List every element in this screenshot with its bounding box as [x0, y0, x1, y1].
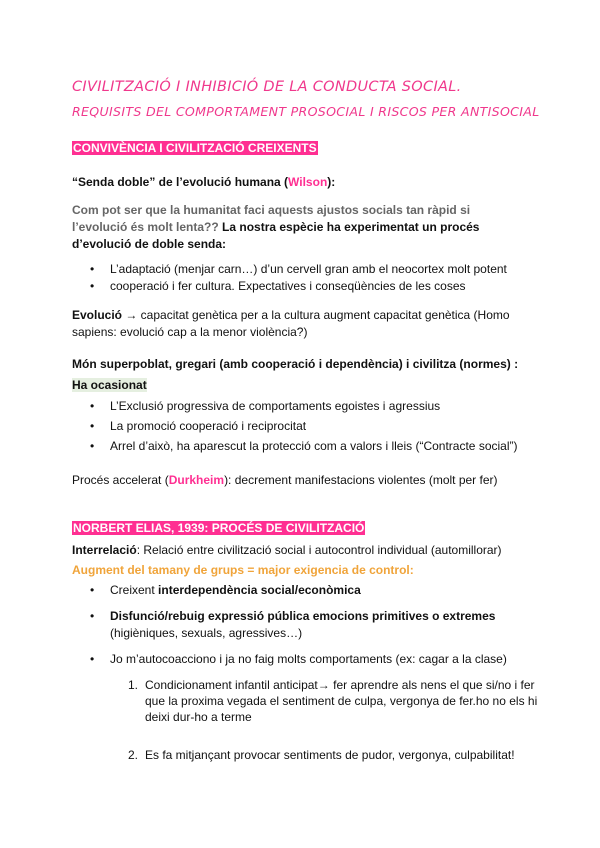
page-subtitle: REQUISITS DEL COMPORTAMENT PROSOCIAL I RISCOS PER ANTISOCIAL	[72, 104, 540, 119]
list-item: • Arrel d’això, ha aparescut la protecció com a valors i lleis (“Contracte social”)	[90, 439, 518, 453]
bullet-list-doble-senda	[90, 261, 507, 295]
page-title: CIVILITZACIÓ I INHIBICIÓ DE LA CONDUCTA SOCIAL.	[72, 79, 462, 95]
bullet-list-ocasionat	[90, 398, 518, 455]
evolucio-paragraph: Evolució → capacitat genètica per a la cultura augment capacitat genètica (Homo sapiens: evolució cap a la menor violència?)	[72, 308, 510, 339]
section-heading-convivencia: CONVIVÈNCIA I CIVILITZACIÓ CREIXENTS	[73, 141, 317, 155]
mon-superpoblat-line: Món superpoblat, gregari (amb cooperació i dependència) i civilitza (normes) :	[72, 357, 519, 371]
numbered-list	[128, 677, 538, 763]
list-item: • L’adaptació (menjar carn…) d’un cervell gran amb el neocortex molt potent	[90, 262, 507, 276]
list-item: • Disfunció/rebuig expressió pública emocions primitives o extremes (higièniques, sexuals, agressives…)	[90, 609, 496, 640]
bullet-icon: •	[90, 609, 95, 623]
list-item: • La promoció cooperació i reciprocitat	[90, 419, 307, 433]
list-item: • cooperació i fer cultura. Expectatives i conseqüències de les coses	[90, 279, 466, 293]
list-item: 1. Condicionament infantil anticipat→ fer aprendre als nens el que si/no i fer que la proxima vegada el sentiment de culpa, vergonya de fer.ho no els hi deixi dur-ho a terme	[128, 678, 538, 724]
list-item: • Jo m’autocoacciono i ja no faig molts comportaments (ex: cagar a la clase)	[90, 652, 507, 666]
bullet-icon: •	[90, 262, 95, 276]
section-heading-elias: NORBERT ELIAS, 1939: PROCÉS DE CIVILITZACIÓ	[73, 521, 365, 535]
bullet-icon: •	[90, 583, 95, 597]
bullet-icon: •	[90, 279, 95, 293]
author-wilson: Wilson	[288, 175, 328, 189]
list-item: 2. Es fa mitjançant provocar sentiments de pudor, vergonya, culpabilitat!	[128, 748, 515, 762]
bullet-list-elias	[90, 582, 507, 668]
bullet-icon: •	[90, 399, 95, 413]
proces-accelerat-line: Procés accelerat (Durkheim): decrement manifestacions violentes (molt per fer)	[72, 473, 498, 487]
ha-ocasionat-label: Ha ocasionat	[72, 378, 147, 392]
list-item: • L’Exclusió progressiva de comportaments egoistes i agressius	[90, 399, 441, 413]
bullet-icon: •	[90, 652, 95, 666]
list-item: • Creixent interdependència social/econòmica	[90, 583, 361, 597]
interrelacio-line: Interrelació: Relació entre civilització social i autocontrol individual (automillorar)	[72, 543, 502, 557]
augment-grups-line: Augment del tamany de grups = major exigencia de control:	[72, 563, 414, 577]
senda-doble-line: “Senda doble” de l’evolució humana (Wilson):	[72, 175, 336, 189]
bullet-icon: •	[90, 419, 95, 433]
author-durkheim: Durkheim	[168, 473, 225, 487]
bullet-icon: •	[90, 439, 95, 453]
question-paragraph: Com pot ser que la humanitat faci aquests ajustos socials tan ràpid si l’evolució és molt lenta?? La nostra espècie ha experimentat un procés d’evolució de doble senda:	[72, 203, 480, 251]
